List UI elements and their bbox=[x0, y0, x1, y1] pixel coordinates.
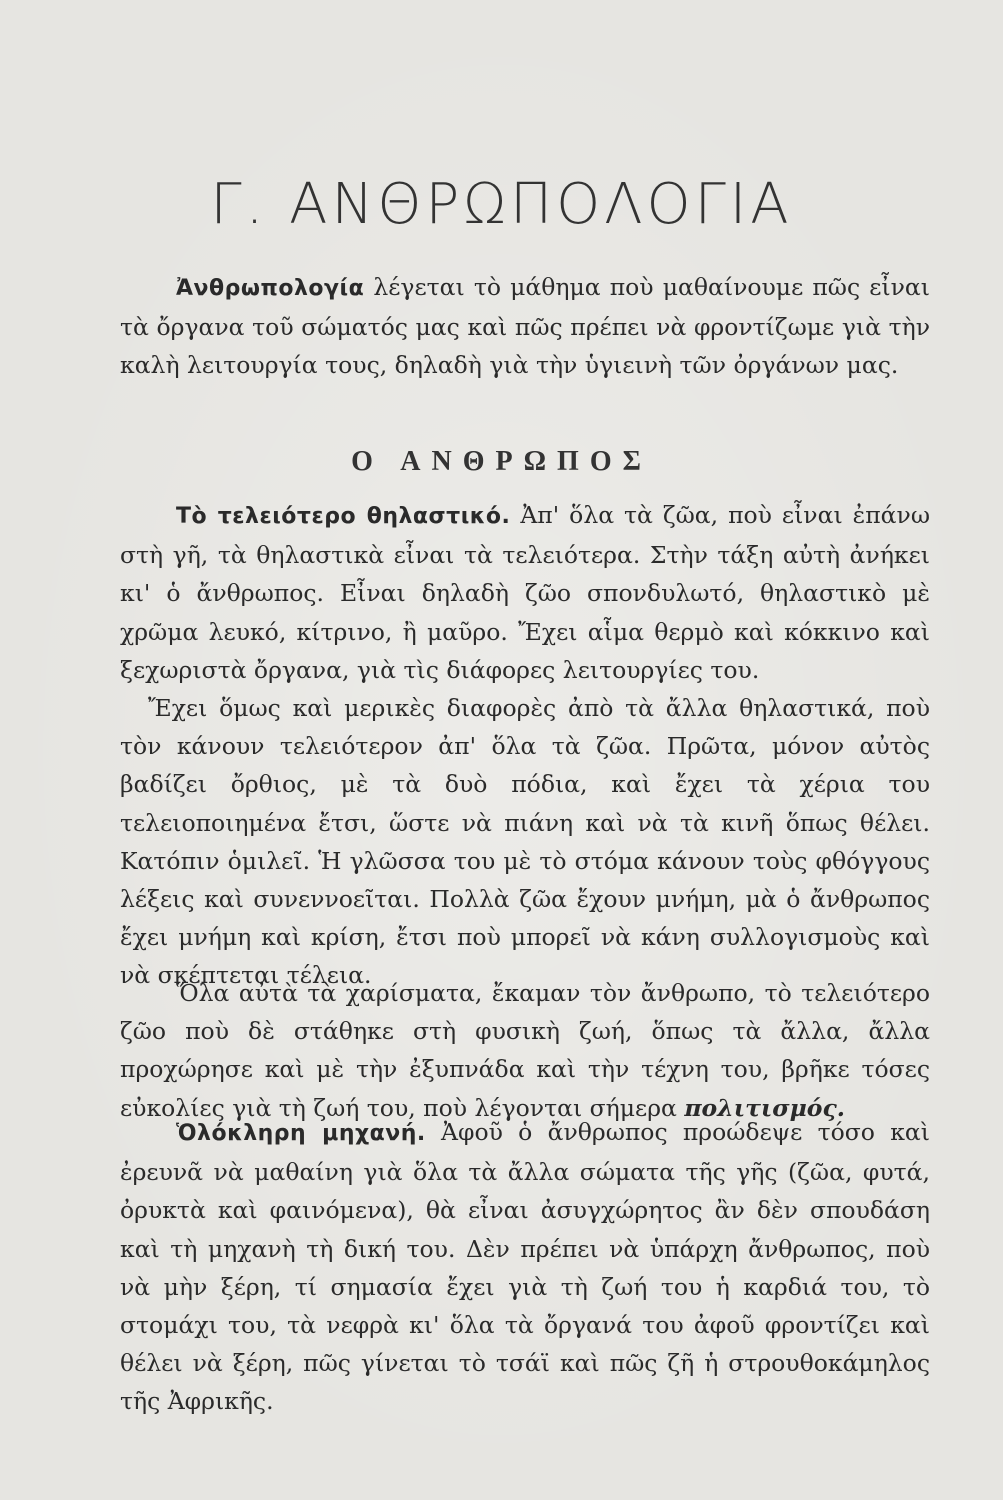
chapter-title: Γ. ΑΝΘΡΩΠΟΛΟΓΙΑ bbox=[210, 172, 793, 237]
intro-paragraph bbox=[120, 268, 930, 385]
paragraph1-text-b: Ἔχει ὅμως καὶ μερικὲς διαφορὲς ἀπὸ τὰ ἄλλα θηλαστικά, ποὺ τὸν κάνουν τελειότερον ἀπ' ὅλα τὰ ζῶα. Πρῶτα, μόνον αὐτὸς βαδίζει ὄρθιος, μὲ τὰ δυὸ πόδια, καὶ ἔχει τὰ χέρια του τελειοποιημένα ἔτσι, ὥστε νὰ πιάνη καὶ νὰ τὰ κινῆ ὅπως θέλει. Κατόπιν ὁμιλεῖ. Ἡ γλῶσσα του μὲ τὸ στόμα κάνουν τοὺς φθόγγους λέξεις καὶ συνεννοεῖται. Πολλὰ ζῶα ἔχουν μνήμη, μὰ ὁ ἄνθρωπος ἔχει μνήμη καὶ κρίση, ἔτσι ποὺ μπορεῖ νὰ κάνη συλλογισμοὺς καὶ νὰ σκέπτεται τέλεια. bbox=[120, 694, 930, 990]
paragraph-most-perfect-mammal bbox=[120, 496, 930, 995]
section-title: Ο ΑΝΘΡΩΠΟΣ bbox=[351, 446, 652, 477]
paragraph3-text: Ἀφοῦ ὁ ἄνθρωπος προώδεψε τόσο καὶ ἐρευνᾶ νὰ μαθαίνη γιὰ ὅλα τὰ ἄλλα σώματα τῆς γῆς (ζῶα, φυτά, ὀρυκτὰ καὶ φαινόμενα), θὰ εἶναι ἀσυγχώρητος ἂν δὲν σπουδάση καὶ τὴ μηχανὴ τὴ δική του. Δὲν πρέπει νὰ ὑπάρχη ἄνθρωπος, ποὺ νὰ μὴν ξέρη, τί σημασία ἔχει γιὰ τὴ ζωή του ἡ καρδιά του, τὸ στομάχι του, τὰ νεφρὰ κι' ὅλα τὰ ὄργανά του ἀφοῦ φροντίζει καὶ θέλει νὰ ξέρη, πῶς γίνεται τὸ τσάϊ καὶ πῶς ζῆ ἡ στρουθοκάμηλος τῆς Ἀφρικῆς. bbox=[120, 1118, 930, 1416]
paragraph3-lead-term: Ὁλόκληρη μηχανή. bbox=[176, 1121, 426, 1146]
intro-text: λέγεται τὸ μάθημα ποὺ μαθαίνουμε πῶς εἶναι τὰ ὄργανα τοῦ σώματός μας καὶ πῶς πρέπει νὰ φροντίζωμε γιὰ τὴν καλὴ λειτουργία τους, δηλαδὴ γιὰ τὴν ὑγιεινὴ τῶν ὀργάνων μας. bbox=[120, 273, 930, 380]
paragraph-whole-machine bbox=[120, 1113, 930, 1421]
paragraph1-lead-term: Τὸ τελειότερο θηλαστικό. bbox=[176, 504, 511, 529]
intro-lead-term: Ἀνθρωπολογία bbox=[176, 276, 365, 301]
paragraph1-text-a: Ἀπ' ὅλα τὰ ζῶα, ποὺ εἶναι ἐπάνω στὴ γῆ, τὰ θηλαστικὰ εἶναι τὰ τελειότερα. Στὴν τάξη αὐτὴ ἀνήκει κι' ὁ ἄνθρωπος. Εἶναι δηλαδὴ ζῶο σπονδυλωτό, θηλαστικὸ μὲ χρῶμα λευκό, κίτρινο, ἢ μαῦρο. Ἔχει αἷμα θερμὸ καὶ κόκκινο καὶ ξεχωριστὰ ὄργανα, γιὰ τὶς διάφορες λειτουργίες του. bbox=[120, 501, 930, 684]
paragraph-civilization bbox=[120, 974, 930, 1127]
paragraph2-text: Ὅλα αὐτὰ τὰ χαρίσματα, ἔκαμαν τὸν ἄνθρωπο, τὸ τελειότερο ζῶο ποὺ δὲ στάθηκε στὴ φυσικὴ ζωή, ὅπως τὰ ἄλλα, ἄλλα προχώρησε καὶ μὲ τὴν ἐξυπνάδα καὶ τὴν τέχνη του, βρῆκε τόσες εὐκολίες γιὰ τὴ ζωή του, ποὺ λέγονται σήμερα bbox=[120, 979, 930, 1122]
paragraph2-emphasis: πολιτισμός. bbox=[684, 1093, 845, 1122]
